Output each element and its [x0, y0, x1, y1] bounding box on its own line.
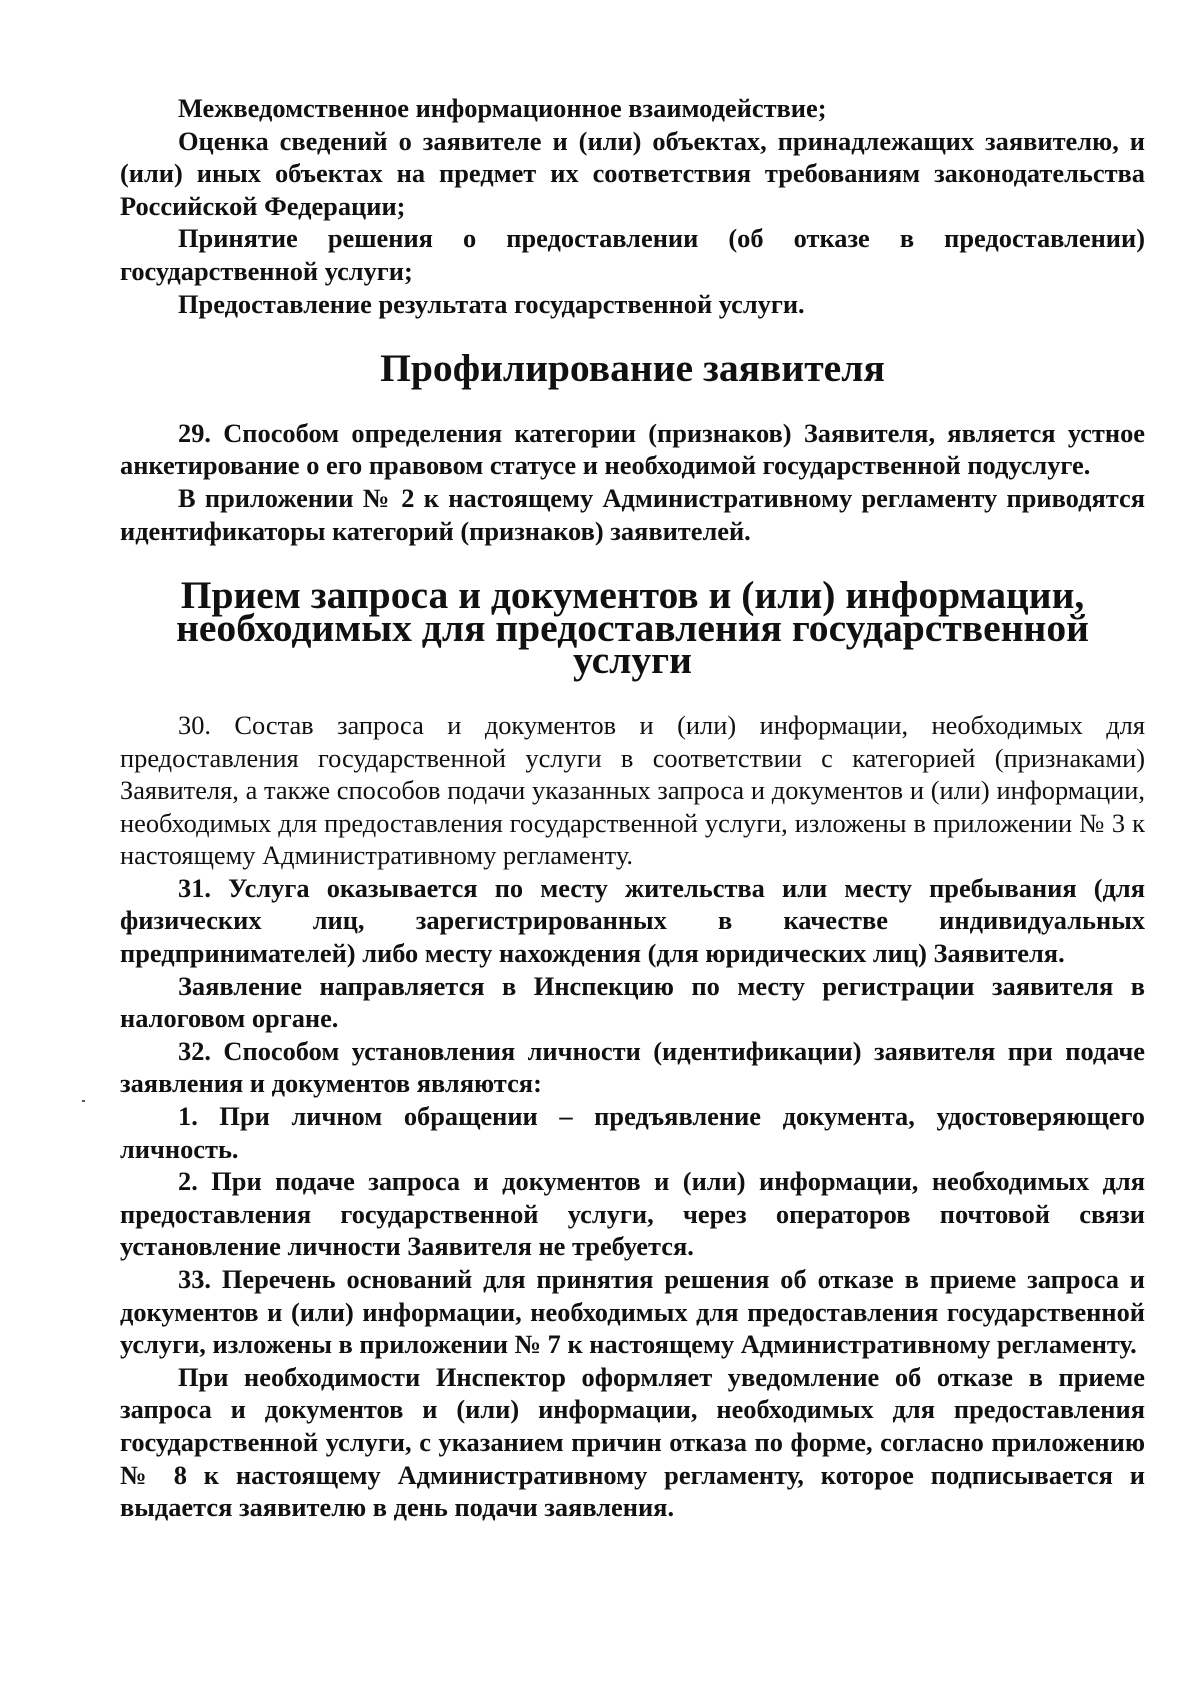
- paragraph-33: 33. Перечень оснований для принятия решения об отказе в приеме запроса и документов и (или) информации, необходимых для предоставления государственной услуги, изложены в приложении № 7 к настоящему Административному регламенту.: [120, 1264, 1145, 1360]
- paragraph-32-item-1: 1. При личном обращении – предъявление документа, удостоверяющего личность.: [120, 1101, 1145, 1164]
- paragraph-interagency: Межведомственное информационное взаимодействие;: [178, 93, 827, 123]
- heading-reception: Прием запроса и документов и (или) информации, необходимых для предоставления государственной услуги: [176, 573, 1089, 683]
- paragraph-result: Предоставление результата государственной услуги.: [178, 288, 805, 319]
- paragraph-appendix-2: В приложении № 2 к настоящему Административному регламенту приводятся идентификаторы категорий (признаков) заявителей.: [120, 482, 1145, 546]
- heading-profiling: Профилирование заявителя: [380, 346, 885, 391]
- document-page: [120, 92, 1145, 1524]
- paragraph-refusal-notice: При необходимости Инспектор оформляет уведомление об отказе в приеме запроса и документов и (или) информации, необходимых для предоставления государственной услуги, с указанием причин отказа по форме, согласно приложению № 8 к настоящему Административному регламенту, которое подписывается и выдается заявителю в день подачи заявления.: [120, 1361, 1145, 1523]
- margin-speck: [82, 1100, 85, 1102]
- paragraph-assessment: Оценка сведений о заявителе и (или) объектах, принадлежащих заявителю, и (или) иных объектах на предмет их соответствия требованиям законодательства Российской Федерации;: [120, 125, 1145, 221]
- paragraph-32: 32. Способом установления личности (идентификации) заявителя при подаче заявления и документов являются:: [120, 1035, 1145, 1099]
- paragraph-submission: Заявление направляется в Инспекцию по месту регистрации заявителя в налоговом органе.: [120, 970, 1145, 1034]
- paragraph-decision: Принятие решения о предоставлении (об отказе в предоставлении) государственной услуги;: [120, 223, 1145, 286]
- paragraph-32-item-2: 2. При подаче запроса и документов и (или) информации, необходимых для предоставления государственной услуги, через операторов почтовой связи установление личности Заявителя не требуется.: [120, 1166, 1145, 1262]
- paragraph-31: 31. Услуга оказывается по месту жительства или месту пребывания (для физических лиц, зарегистрированных в качестве индивидуальных предпринимателей) либо месту нахождения (для юридических лиц) Заявителя.: [120, 872, 1145, 969]
- paragraph-30: 30. Состав запроса и документов и (или) информации, необходимых для предоставления государственной услуги в соответствии с категорией (признаками) Заявителя, а также способов подачи указанных запроса и документов и (или) информации, необходимых для предоставления государственной услуги, изложены в приложении № 3 к настоящему Административному регламенту.: [120, 709, 1145, 871]
- paragraph-29: 29. Способом определения категории (признаков) Заявителя, является устное анкетирование о его правовом статусе и необходимой государственной подуслуге.: [120, 417, 1145, 481]
